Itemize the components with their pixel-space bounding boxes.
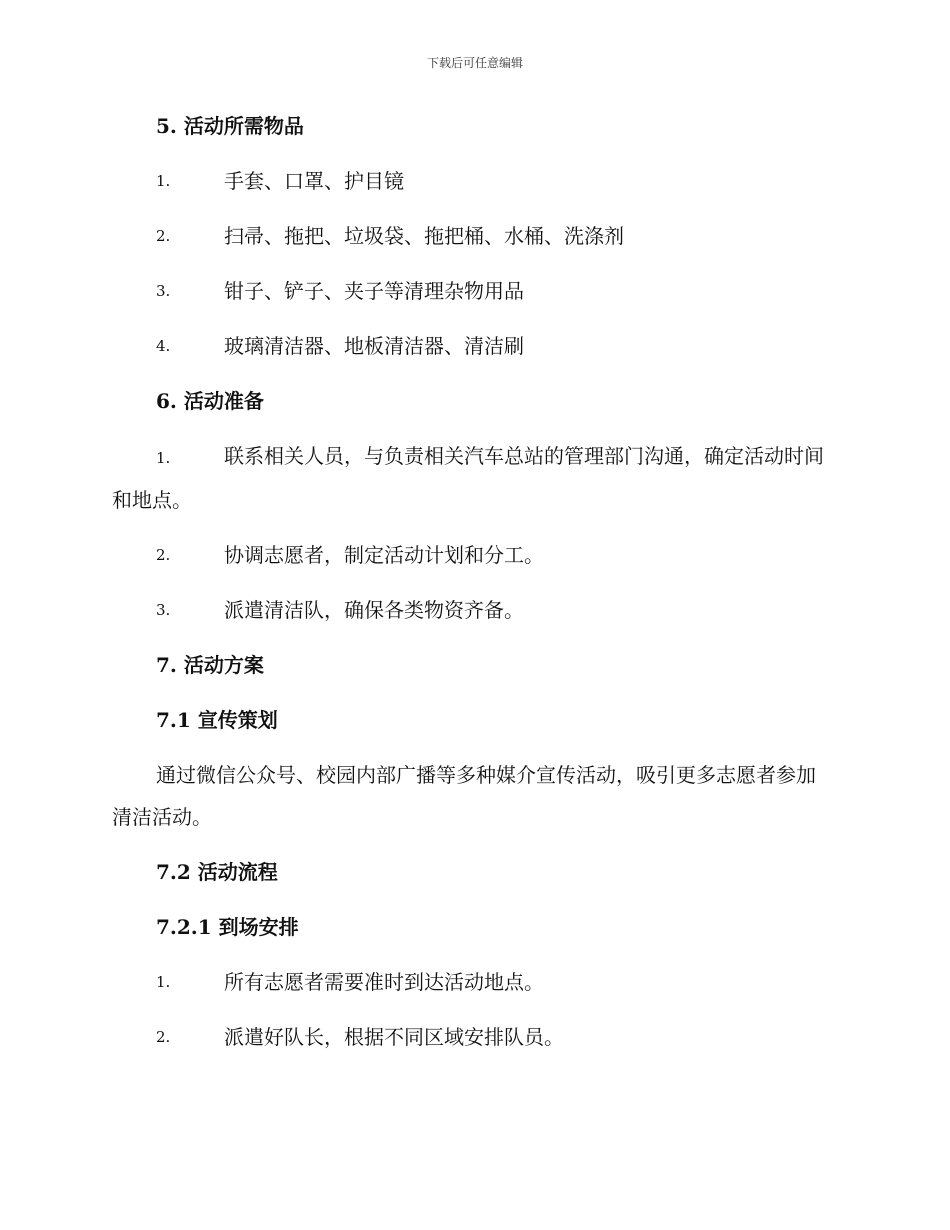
list-item bbox=[112, 214, 834, 269]
list-text: 钳子、铲子、夹子等清理杂物用品 bbox=[224, 279, 524, 303]
paragraph: 通过微信公众号、校园内部广播等多种媒介宣传活动，吸引更多志愿者参加清洁活动。 bbox=[112, 763, 816, 829]
list-item bbox=[112, 269, 834, 324]
list-text: 手套、口罩、护目镜 bbox=[224, 169, 404, 193]
section-7-2-1-heading: 7.2.1 到场安排 bbox=[156, 915, 299, 939]
document-body bbox=[112, 104, 834, 1070]
list-text: 协调志愿者，制定活动计划和分工。 bbox=[224, 543, 544, 567]
list-item bbox=[112, 324, 834, 379]
section-7-2-heading: 7.2 活动流程 bbox=[156, 860, 278, 884]
list-number: 3. bbox=[156, 282, 171, 300]
list-number: 4. bbox=[156, 337, 171, 355]
list-text: 玻璃清洁器、地板清洁器、清洁刷 bbox=[224, 334, 524, 358]
section-7-1-heading: 7.1 宣传策划 bbox=[156, 708, 278, 732]
section-6-heading: 6. 活动准备 bbox=[156, 389, 264, 413]
list-number: 2. bbox=[156, 227, 171, 245]
list-item bbox=[112, 159, 834, 214]
page-header: 下载后可任意编辑 bbox=[426, 56, 523, 70]
section-7-heading: 7. 活动方案 bbox=[156, 653, 264, 677]
list-text: 派遣清洁队，确保各类物资齐备。 bbox=[224, 598, 524, 622]
list-number: 2. bbox=[156, 546, 171, 564]
list-item bbox=[112, 588, 834, 643]
list-number: 3. bbox=[156, 601, 171, 619]
list-text: 所有志愿者需要准时到达活动地点。 bbox=[224, 970, 544, 994]
section-5-heading: 5. 活动所需物品 bbox=[156, 114, 304, 138]
list-text: 派遣好队长，根据不同区域安排队员。 bbox=[224, 1025, 564, 1049]
list-text: 联系相关人员，与负责相关汽车总站的管理部门沟通，确定活动时间和地点。 bbox=[112, 444, 824, 512]
list-item bbox=[112, 960, 834, 1015]
list-number: 1. bbox=[156, 973, 171, 991]
list-item bbox=[112, 533, 834, 588]
list-item bbox=[112, 1015, 834, 1070]
list-item bbox=[112, 435, 834, 521]
list-number: 1. bbox=[156, 449, 171, 467]
list-number: 1. bbox=[156, 172, 171, 190]
list-number: 2. bbox=[156, 1028, 171, 1046]
list-text: 扫帚、拖把、垃圾袋、拖把桶、水桶、洗涤剂 bbox=[224, 224, 624, 248]
